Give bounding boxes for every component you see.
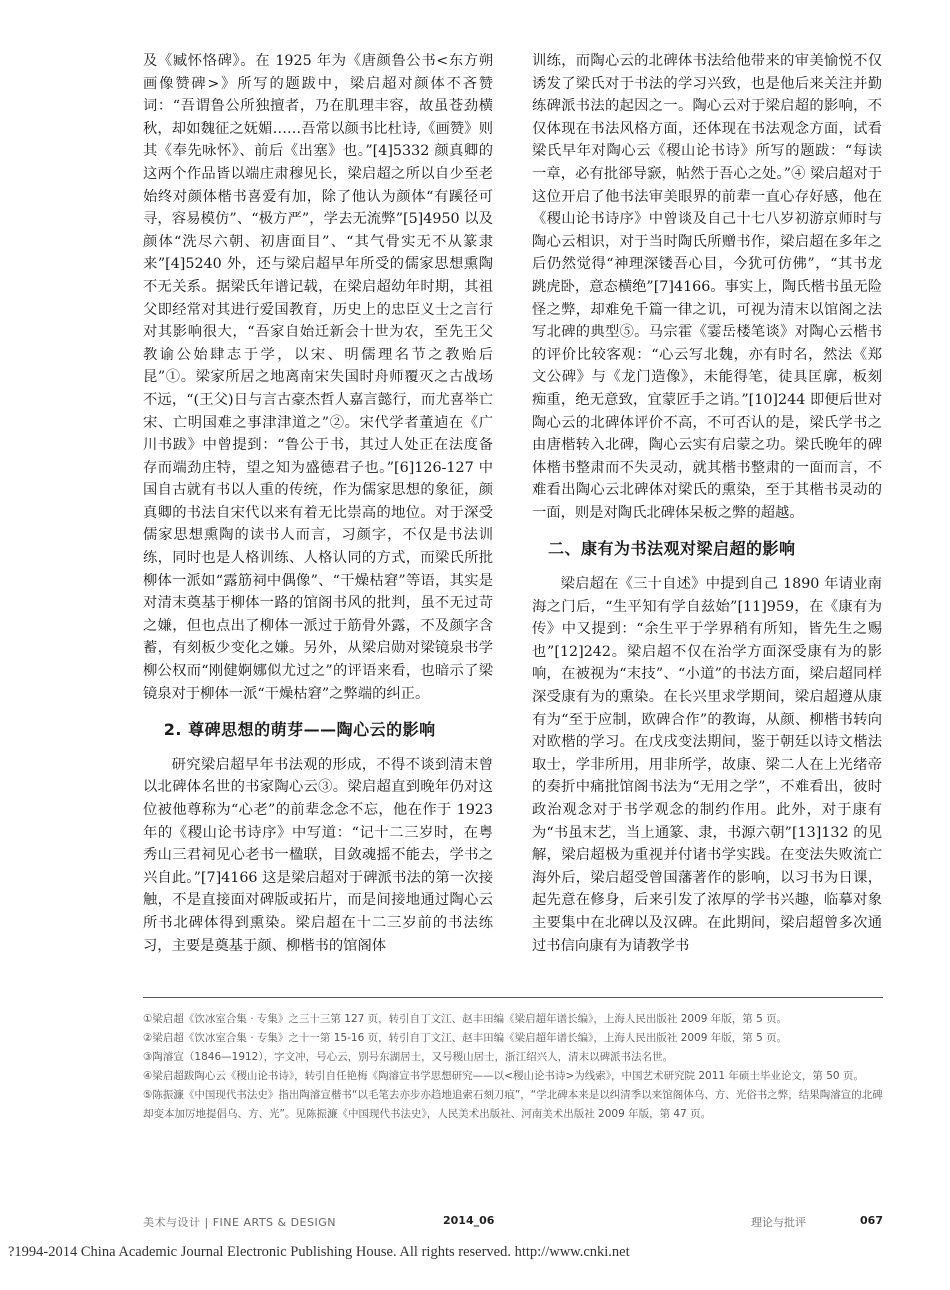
body-paragraph: 研究梁启超早年书法观的形成，不得不谈到清末曾以北碑体名世的书家陶心云③。梁启超直到晚年仍对这位被他尊称为“心老”的前辈念念不忘，他在作于 1923 年的《稷山论书诗序》中写道：“记十二三岁时，在粤秀山三君祠见心老书一楹联，目敛魂摇不能去，学书之兴自此。”[7]4166 这是梁启超对于碑派书法的第一次接触，不是直接面对碑版或拓片，而是间接地通过陶心云所书北碑体得到熏染。梁启超在十二三岁前的书法练习，主要是奠基于颜、柳楷书的馆阁体 [143, 756, 493, 954]
footnote: ②梁启超《饮冰室合集 · 专集》之十一第 15-16 页，转引自丁文江、赵丰田编《梁启超年谱长编》，上海人民出版社 2009 年版，第 5 页。 [143, 1032, 788, 1044]
page-footer [143, 1214, 883, 1234]
journal-name: 美术与设计 | FINE ARTS & DESIGN [143, 1216, 336, 1229]
footnote: ⑤陈振濂《中国现代书法史》指出陶濬宣楷书“以毛笔去亦步亦趋地追索石刻刀痕”，“学北碑本来是以纠清季以来馆阁体乌、方、光俗书之弊，结果陶濬宣的北碑却变本加厉地提倡乌、方、光”。见陈振濂《中国现代书法史》，人民美术出版社、河南美术出版社 2009 年版，第 47 页。 [143, 1089, 883, 1120]
footnotes [143, 1010, 883, 1124]
body-paragraph: 梁启超在《三十自述》中提到自己 1890 年请业南海之门后，“生平知有学自兹始”[11]959，在《康有为传》中又提到：“余生平于学界稍有所知，皆先生之赐也”[12]242。梁启超不仅在治学方面深受康有为的影响，在被视为“末技”、“小道”的书法方面，梁启超同样深受康有为的熏染。在长兴里求学期间，梁启超遵从康有为“至于应制，欧碑合作”的教诲，从颜、柳楷书转向对欧楷的学习。在戊戌变法期间，鉴于朝廷以诗文楷法取士，学非所用，用非所学，故康、梁二人在上光绪帝的奏折中痛批馆阁书法为“无用之学”，不难看出，彼时政治观念对于书学观念的制约作用。此外，对于康有为“书虽末艺，当上通篆、隶，书源六朝”[13]132 的见解，梁启超极为重视并付诸书学实践。在变法失败流亡海外后，梁启超受曾国藩著作的影响，以习书为日课，起先意在修身，后来引发了浓厚的学书兴趣，临摹对象主要集中在北碑以及汉碑。在此期间，梁启超曾多次通过书信向康有为请教学书 [532, 576, 882, 954]
subsection-heading: 2. 尊碑思想的萌芽——陶心云的影响 [163, 720, 436, 740]
page-number: 067 [860, 1214, 883, 1227]
left-column [143, 50, 493, 957]
copyright-line: ?1994-2014 China Academic Journal Electronic Publishing House. All rights reserved. http://www.cnki.net [8, 1244, 630, 1260]
body-paragraph: 训练，而陶心云的北碑体书法给他带来的审美愉悦不仅诱发了梁氏对于书法的学习兴致，也是他后来关注并勤练碑派书法的起因之一。陶心云对于梁启超的影响，不仅体现在书法风格方面，还体现在书法观念方面，试看梁氏早年对陶心云《稷山论书诗》所写的题跋：“每读一章，必有批郤导窾，帖然于吾心之处。”④ 梁启超对于这位开启了他书法审美眼界的前辈一直心存好感，他在《稷山论书诗序》中曾谈及自己十七八岁初游京师时与陶心云相识，对于当时陶氏所赠书作，梁启超在多年之后仍然觉得“神理深镂吾心目，今犹可仿佛”，“其书龙跳虎卧，意态横绝”[7]4166。事实上，陶氏楷书虽无险怪之弊，却难免千篇一律之讥，可视为清末以馆阁之法写北碑的典型⑤。马宗霍《霎岳楼笔谈》对陶心云楷书的评价比较客观：“心云写北魏，亦有时名，然法《郑文公碑》与《龙门造像》，未能得笔，徒具匡廓，板刻痴重，绝无意致，宜蒙匠手之诮。”[10]244 即便后世对陶心云的北碑体评价不高，不可否认的是，梁氏学书之由唐楷转入北碑，陶心云实有启蒙之功。梁氏晚年的碑体楷书整肃而不失灵动，就其楷书整肃的一面而言，不难看出陶心云北碑体对梁氏的熏染，至于其楷书灵动的一面，则是对陶氏北碑体呆板之弊的超越。 [532, 53, 882, 521]
body-paragraph: 及《臧怀恪碑》。在 1925 年为《唐颜鲁公书<东方朔画像赞碑>》所写的题跋中，梁启超对颜体不吝赞词：“吾谓鲁公所独擅者，乃在肌理丰容，故虽苍劲横秋，却如魏征之妩媚……吾常以颜书比杜诗,《画赞》则其《奉先咏怀》、前后《出塞》也。”[4]5332 颜真卿的这两个作品皆以端庄肃穆见长，梁启超之所以自少至老始终对颜体楷书喜爱有加，除了他认为颜体“有蹊径可寻，容易模仿”、“极方严”，学去无流弊”[5]4950 以及颜体“洗尽六朝、初唐面目”、“其气骨实无不从篆隶来”[4]5240 外，还与梁启超早年所受的儒家思想熏陶不无关系。据梁氏年谱记载，在梁启超幼年时期，其祖父即经常对其进行爱国教育，历史上的忠臣义士之言行对其影响很大，“吾家自始迁新会十世为农，至先王父教谕公始肆志于学，以宋、明儒理名节之教贻后昆”①。梁家所居之地离南宋失国时舟师覆灭之古战场不远，“(王父)日与言古豪杰哲人嘉言懿行，而尤喜举亡宋、亡明国难之事津津道之”②。宋代学者董逌在《广川书跋》中曾提到：“鲁公于书，其过人处正在法度备存而端劲庄特，望之知为盛德君子也。”[6]126-127 中国自古就有书以人重的传统，作为儒家思想的象征，颜真卿的书法自宋代以来有着无比崇高的地位。对于深受儒家思想熏陶的读书人而言，习颜字，不仅是书法训练，同时也是人格训练、人格认同的方式，而梁氏所批柳体一派如“露筋祠中偶像”、“干燥枯窘”等语，其实是对清末奠基于柳体一路的馆阁书风的批判，虽不无过苛之嫌，但也点出了柳体一派过于筋骨外露，不及颜字含蓄，有刻板少变化之嫌。另外，从梁启勋对梁镜泉书学柳公权而“刚健婀娜似尤过之”的评语来看，也暗示了梁镜泉对于柳体一派“干燥枯窘”之弊端的纠正。 [143, 53, 494, 702]
right-column [532, 50, 882, 957]
issue-number: 2014_06 [443, 1214, 495, 1227]
footnote: ④梁启超跋陶心云《稷山论书诗》，转引自任艳梅《陶濬宣书学思想研究——以<稷山论书诗>为线索》，中国艺术研究院 2011 年硕士毕业论文，第 50 页。 [143, 1070, 864, 1082]
footnote: ①梁启超《饮冰室合集 · 专集》之三十三第 127 页，转引自丁文江、赵丰田编《梁启超年谱长编》，上海人民出版社 2009 年版，第 5 页。 [143, 1013, 788, 1025]
footnote-divider [143, 997, 883, 998]
footnote: ③陶濬宣（1846—1912），字文冲，号心云，别号东湖居士，又号稷山居士，浙江绍兴人，清末以碑派书法名世。 [143, 1051, 674, 1063]
section-heading: 二、康有为书法观对梁启超的影响 [548, 539, 796, 559]
section-label: 理论与批评 [751, 1216, 806, 1229]
